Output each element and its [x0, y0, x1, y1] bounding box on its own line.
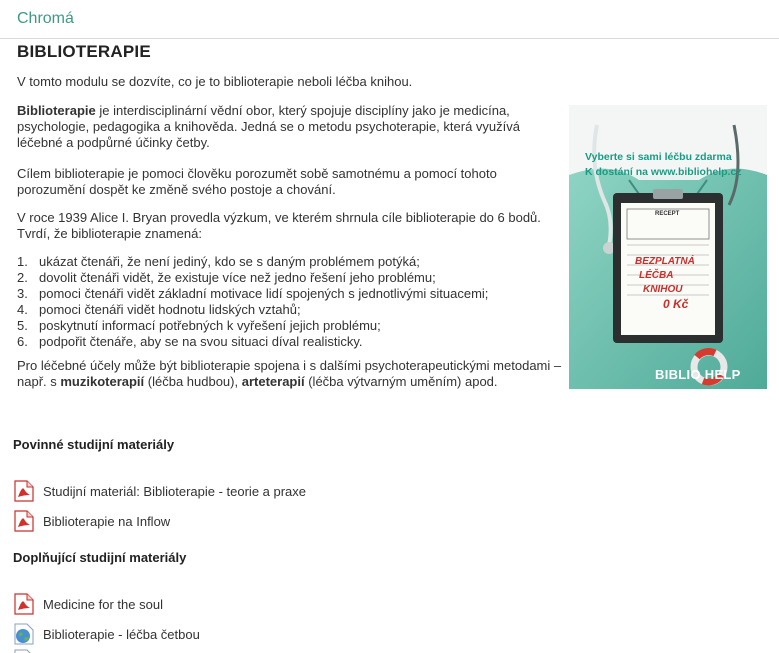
pdf-icon [13, 593, 35, 615]
research-paragraph: V roce 1939 Alice I. Bryan provedla výzkum, ve kterém shrnula cíle biblioterapie do 6 bodů. Tvrdí, že biblioterapie znamená: [17, 210, 541, 241]
goal-paragraph: Cílem biblioterapie je pomoci člověku porozumět sobě samotnému a pomocí tohoto porozumění dospět ke změně svého postoje a chování. [17, 166, 497, 197]
resource-item[interactable] [13, 479, 306, 503]
handwritten-note: BEZPLATNÁ LÉČBA KNIHOU 0 Kč [635, 256, 695, 311]
course-title-link[interactable]: Chromá [17, 10, 74, 27]
resource-link[interactable]: Medicine for the soul [43, 596, 163, 612]
list-item: 3. pomoci čtenáři vidět základní motivace lidí spojených s jednotlivými situacemi; [17, 286, 489, 301]
list-item: 5. poskytnutí informací potřebných k vyřešení jejich problému; [17, 318, 381, 333]
page-heading: BIBLIOTERAPIE [17, 42, 151, 61]
section-title-required: Povinné studijní materiály [13, 437, 175, 452]
ad-brand: BIBLIO HELP [655, 367, 741, 382]
course-header [0, 0, 779, 39]
resource-link[interactable]: Biblioterapie na Inflow [43, 513, 171, 529]
resource-item[interactable] [13, 622, 200, 646]
partial-globe-icon [13, 649, 35, 653]
pdf-icon [13, 480, 35, 502]
bibliohelp-ad-image[interactable] [569, 105, 767, 389]
resource-link[interactable]: Biblioterapie - léčba četbou [43, 626, 200, 642]
section-title-supplementary: Doplňující studijní materiály [13, 550, 187, 565]
ad-headline: Vyberte si sami léčbu zdarma [585, 151, 732, 163]
list-item: 4. pomoci čtenáři vidět hodnotu lidských vztahů; [17, 302, 301, 317]
intro-paragraph: V tomto modulu se dozvíte, co je to biblioterapie neboli léčba knihou. [17, 74, 413, 89]
list-item: 2. dovolit čtenáři vidět, že existuje více než jedno řešení jeho problému; [17, 270, 436, 285]
definition-paragraph [17, 103, 537, 151]
list-item: 1. ukázat čtenáři, že není jediný, kdo se s daným problémem potýká; [17, 254, 420, 269]
pdf-icon [13, 510, 35, 532]
recipe-label: RECEPT [655, 211, 680, 217]
resource-link[interactable]: Studijní materiál: Biblioterapie - teorie a praxe [43, 483, 307, 499]
goals-list [17, 254, 557, 350]
list-item: 6. podpořit čtenáře, aby se na svou situaci díval realisticky. [17, 334, 363, 349]
resource-item[interactable] [13, 509, 170, 533]
globe-icon [13, 623, 35, 645]
definition-text: je interdisciplinární vědní obor, který spojuje disciplíny jako je medicína, psychologie, pedagogika a knihověda. Jedná se o metodu psychoterapie, která využívá léčebné a podpůrné účinky četby. [17, 103, 520, 150]
definition-term: Biblioterapie [17, 103, 96, 118]
music-therapy-term: muzikoterapií [60, 374, 145, 389]
ad-url-line: K dostání na www.bibliohelp.cz [585, 166, 742, 178]
resource-item[interactable] [13, 592, 163, 616]
closing-paragraph: Pro léčebné účely může být biblioterapie spojena i s dalšími psychoterapeutickými metodami – např. s muzikoterapií (léčba hudbou), arteterapií (léčba výtvarným uměním) apod. [17, 358, 562, 389]
art-therapy-term: arteterapií [241, 374, 305, 389]
